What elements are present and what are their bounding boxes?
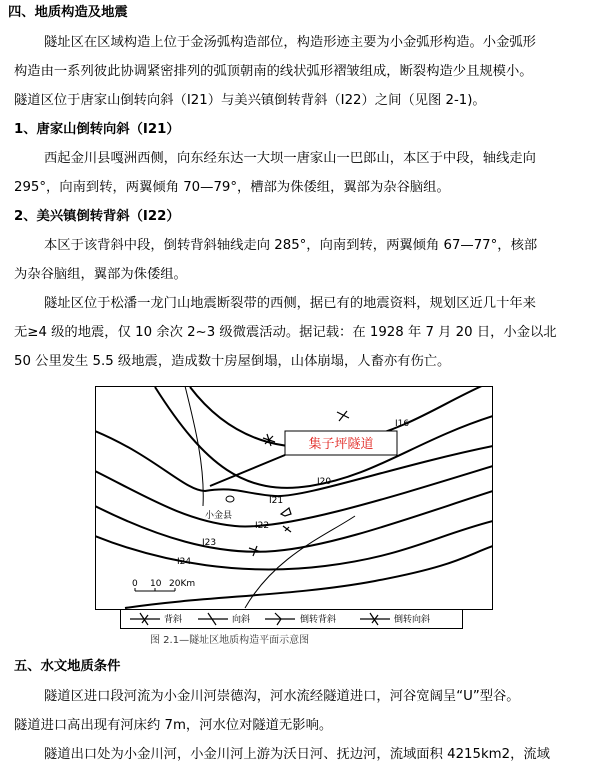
syncline-symbol xyxy=(283,526,291,532)
anticline-symbol xyxy=(337,411,349,421)
fold-axis-line xyxy=(125,546,493,608)
scale-tick: 20Km xyxy=(169,579,196,589)
scale-tick: 10 xyxy=(150,579,162,589)
tunnel-label: 集子坪隧道 xyxy=(308,437,374,452)
structure-label: Ⅰ22 xyxy=(255,521,270,531)
figure-caption: 图 2.1—隧址区地质构造平面示意图 xyxy=(150,635,310,646)
structure-label: Ⅰ24 xyxy=(177,557,192,567)
paragraph-line: 50 公里发生 5.5 级地震，造成数十房屋倒塌，山体崩塌，人畜亦有伤亡。 xyxy=(14,354,451,369)
paragraph-line: 构造由一系列彼此协调紧密排列的弧顶朝南的线状弧形褶皱组成，断裂构造少且规模小。 xyxy=(14,64,533,79)
paragraph-line: 隧址区位于松潘一龙门山地震断裂带的西侧，据已有的地震资料，规划区近几十年来 xyxy=(44,296,536,311)
scale-tick: 0 xyxy=(132,579,138,589)
paragraph-line: 西起金川县嘎洲西侧，向东经东达一大坝一唐家山一巴郎山，本区于中段，轴线走向 xyxy=(44,151,536,166)
paragraph-line: 为杂谷脑组，翼部为侏倭组。 xyxy=(14,267,187,282)
legend-overturned-syncline: 倒转向斜 xyxy=(394,615,431,625)
overturned-anticline-symbol xyxy=(281,508,291,516)
geologic-map xyxy=(95,386,493,610)
section-5-title: 五、水文地质条件 xyxy=(14,659,121,674)
subsection-2-title: 2、美兴镇倒转背斜（Ⅰ22） xyxy=(14,209,180,224)
town-marker xyxy=(226,496,234,502)
paragraph-line: 295°，向南到转，两翼倾角 70—79°，槽部为侏倭组，翼部为杂谷脑组。 xyxy=(14,180,450,195)
paragraph-line: 无≥4 级的地震，仅 10 余次 2~3 级微震活动。据记载：在 1928 年 7 月 20 日，小金以北 xyxy=(14,325,557,340)
structure-label: Ⅰ16 xyxy=(395,419,410,429)
fold-axis-line xyxy=(95,521,493,569)
paragraph-line: 本区于该背斜中段，倒转背斜轴线走向 285°，向南到转，两翼倾角 67—77°，核部 xyxy=(44,238,538,253)
legend-syncline: 向斜 xyxy=(232,615,251,625)
section-4-title: 四、地质构造及地震 xyxy=(8,5,128,20)
structure-label: Ⅰ23 xyxy=(202,538,217,548)
town-label: 小金县 xyxy=(205,511,233,521)
structure-label: Ⅰ21 xyxy=(269,496,284,506)
legend xyxy=(120,609,463,629)
legend-anticline: 背斜 xyxy=(164,615,183,625)
fold-axis-line xyxy=(95,466,493,526)
paragraph-line: 隧址区在区域构造上位于金汤弧构造部位，构造形迹主要为小金弧形构造。小金弧形 xyxy=(44,35,536,50)
subsection-1-title: 1、唐家山倒转向斜（Ⅰ21） xyxy=(14,122,180,137)
paragraph-line: 隧道区进口段河流为小金川河崇德沟，河水流经隧道进口，河谷宽阔呈“U”型谷。 xyxy=(44,689,520,704)
paragraph-line: 隧道区位于唐家山倒转向斜（Ⅰ21）与美兴镇倒转背斜（Ⅰ22）之间（见图 2-1)。 xyxy=(14,93,486,108)
paragraph-line: 隧道进口高出现有河床约 7m，河水位对隧道无影响。 xyxy=(14,718,333,733)
paragraph-line: 隧道出口处为小金川河，小金川河上游为沃日河、抚边河，流域面积 4215km2，流域 xyxy=(44,747,550,762)
legend-overturned-anticline: 倒转背斜 xyxy=(300,615,337,625)
structure-label: Ⅰ20 xyxy=(317,477,332,487)
